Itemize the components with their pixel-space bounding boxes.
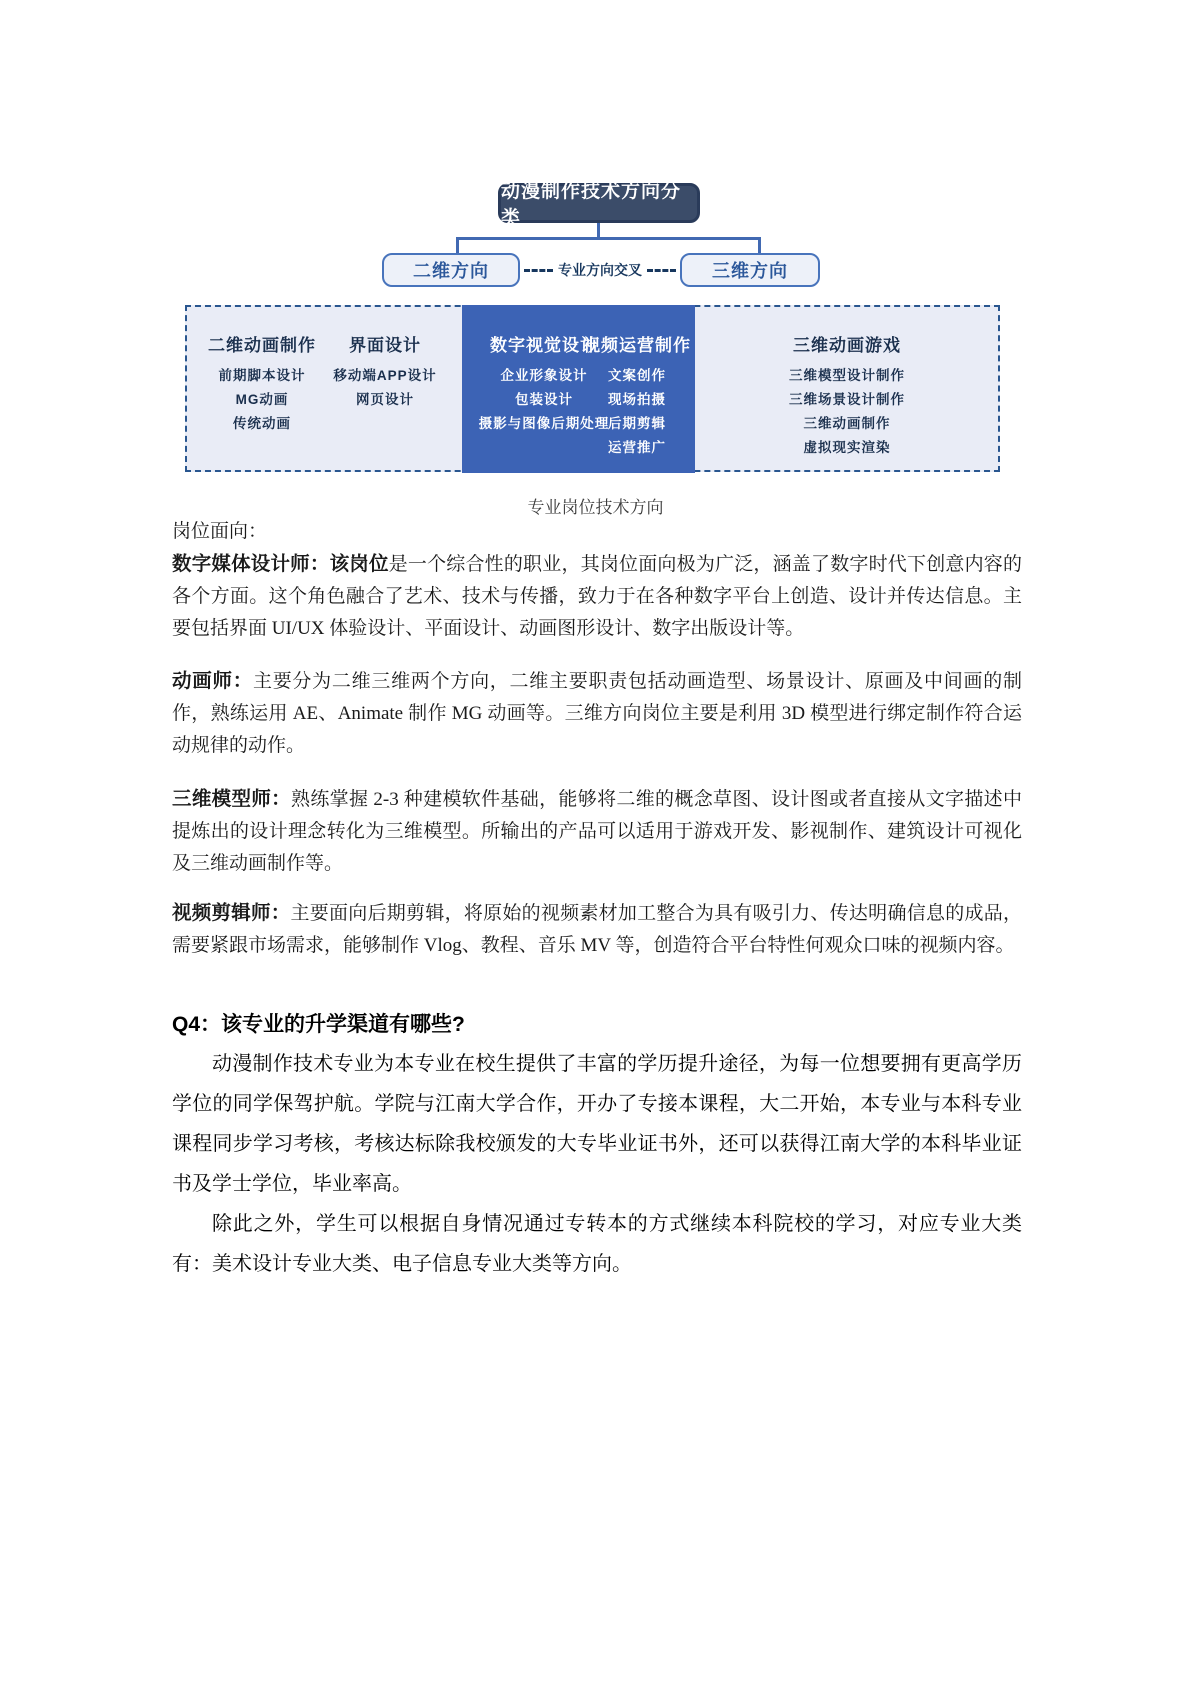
role-paragraph-animator [172,665,1022,762]
role-text: 熟练掌握 2-3 种建模软件基础，能够将二维的概念草图、设计图或者直接从文字描述中提炼出的设计理念转化为三维模型。所输出的产品可以适用于游戏开发、影视制作、建筑设计可视化及三维动画制作等。 [172,789,1022,874]
column-item: 传统动画 [233,416,291,431]
dashed-line [524,269,553,272]
document-body [172,516,1022,1284]
column-header: 视频运营制作 [583,336,691,355]
column-item: 三维模型设计制作 [789,368,905,383]
column-item: 三维场景设计制作 [789,392,905,407]
column-item: 摄影与图像后期处理 [478,416,610,431]
column-item: 企业形象设计 [500,368,588,383]
column-item: 现场拍摄 [608,392,666,407]
column-item: 文案创作 [608,368,666,383]
column-item: 包装设计 [515,392,573,407]
dashed-line [647,269,676,272]
role-paragraph-3d-modeler [172,783,1022,880]
column-item: MG动画 [235,392,289,407]
diagram-branch-3d: 三维方向 [680,253,820,287]
column-item: 虚拟现实渲染 [803,440,891,455]
diagram-root-node: 动漫制作技术方向分类 [498,183,700,223]
diagram-branch-2d: 二维方向 [382,253,520,287]
column-header: 三维动画游戏 [793,336,901,355]
role-title: 动画师： [172,670,253,692]
column-header: 二维动画制作 [208,336,316,355]
column-ui-design [310,331,460,412]
q4-paragraph: 除此之外，学生可以根据自身情况通过专转本的方式继续本科院校的学习，对应专业大类有：美术设计专业大类、电子信息专业大类等方向。 [172,1213,1022,1275]
classification-diagram [0,0,1191,520]
column-header: 数字视觉设计 [490,336,598,355]
q4-heading: Q4：该专业的升学渠道有哪些? [172,1013,465,1036]
connector-line [456,237,760,240]
category-grid [185,305,1000,472]
role-text: 是一个综合性的职业，其岗位面向极为广泛，涵盖了数字时代下创意内容的各个方面。这个角色融合了艺术、技术与传播，致力于在各种数字平台上创造、设计并传达信息。主要包括界面 UI/UX 体验设计、平面设计、动画图形设计、数字出版设计等。 [172,554,1022,639]
column-item: 网页设计 [356,392,414,407]
role-title: 视频剪辑师： [172,902,291,924]
column-item: 移动端APP设计 [333,368,437,383]
column-3d-animation-game [757,331,937,460]
column-item: 前期脚本设计 [218,368,306,383]
figure-caption: 专业岗位技术方向 [527,498,664,517]
column-item: 三维动画制作 [803,416,891,431]
cross-connector [524,256,676,284]
column-item: 后期剪辑 [608,416,666,431]
column-video-operation [572,331,702,460]
connector-line [758,237,761,253]
q4-paragraph: 动漫制作技术专业为本专业在校生提供了丰富的学历提升途径，为每一位想要拥有更高学历学位的同学保驾护航。学院与江南大学合作，开办了专接本课程，大二开始，本专业与本科专业课程同步学习考核，考核达标除我校颁发的大专毕业证书外，还可以获得江南大学的本科毕业证书及学士学位，毕业率高。 [172,1053,1022,1195]
column-item: 运营推广 [608,440,666,455]
role-paragraph-video-editor [172,897,1022,962]
role-title: 数字媒体设计师：该岗位 [172,553,389,575]
role-paragraph-digital-media-designer [172,548,1022,645]
role-text: 主要面向后期剪辑，将原始的视频素材加工整合为具有吸引力、传达明确信息的成品，需要紧跟市场需求，能够制作 Vlog、教程、音乐 MV 等，创造符合平台特性何观众口味的视频内容。 [172,903,1022,956]
cross-connector-label: 专业方向交叉 [558,262,642,278]
role-text: 主要分为二维三维两个方向，二维主要职责包括动画造型、场景设计、原画及中间画的制作，熟练运用 AE、Animate 制作 MG 动画等。三维方向岗位主要是利用 3D 模型进行绑定制作符合运动规律的动作。 [172,671,1022,756]
connector-line [597,223,600,237]
role-title: 三维模型师： [172,788,291,810]
connector-line [456,237,459,253]
intro-label: 岗位面向： [172,521,268,542]
column-header: 界面设计 [349,336,421,355]
